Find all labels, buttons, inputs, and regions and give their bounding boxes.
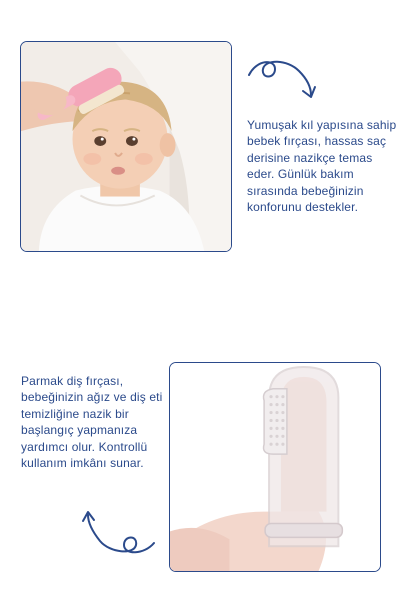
- baby-hair-brush-photo: [20, 41, 232, 252]
- finger-toothbrush-description: Parmak diş fırçası, bebeğinizin ağız ve diş eti temizliğine nazik bir başlangıç yapmanıza yardımcı olur. Kontrollü kullanım imkânı sunar.: [21, 374, 163, 471]
- curly-arrow-icon: [80, 509, 156, 557]
- baby-hair-brush-illustration: [21, 42, 231, 251]
- baby-brush-description: Yumuşak kıl yapısına sahip bebek fırçası, hassas saç derisine nazikçe temas eder. Günlük bakım sırasında bebeğinizin konforunu destekler.: [247, 118, 397, 215]
- finger-toothbrush-photo: [169, 362, 381, 572]
- finger-toothbrush-illustration: [170, 363, 380, 571]
- curly-arrow-icon: [247, 55, 319, 101]
